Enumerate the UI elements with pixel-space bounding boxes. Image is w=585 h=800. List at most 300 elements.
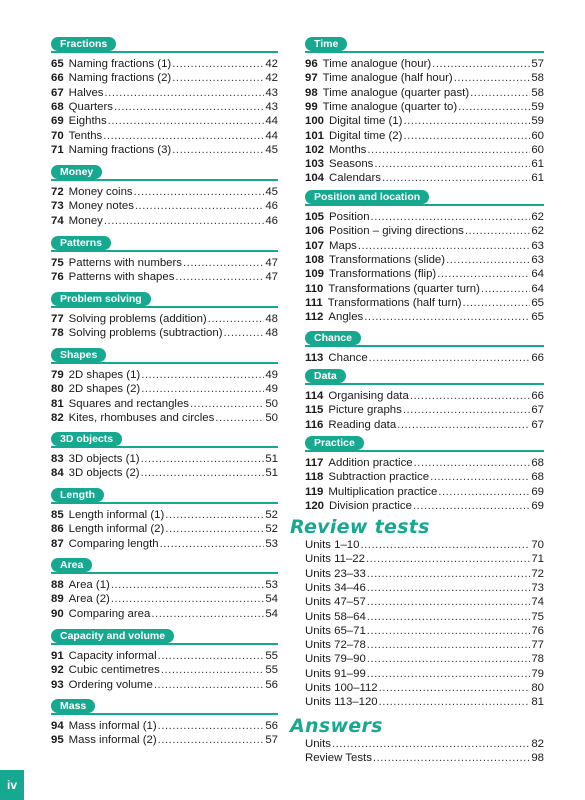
- entry-title: Quarters: [68, 100, 113, 113]
- dot-leader: [183, 256, 264, 270]
- section-heading: Position and location: [305, 190, 429, 204]
- dot-leader: [151, 607, 264, 621]
- page-number: 76: [531, 624, 544, 637]
- page-number: 42: [265, 58, 278, 70]
- unit-number: 84: [51, 467, 64, 480]
- dot-leader: [141, 466, 265, 480]
- dot-leader: [111, 592, 265, 606]
- page-number: 78: [531, 653, 544, 666]
- entry-title: Naming fractions (1): [68, 58, 172, 70]
- entry-title: Naming fractions (3): [68, 143, 172, 156]
- page-number: 67: [531, 404, 544, 417]
- unit-number: 91: [51, 650, 64, 662]
- entry-title: Patterns with shapes: [68, 271, 175, 284]
- toc-entry[interactable]: [51, 100, 278, 114]
- dot-leader: [332, 737, 530, 751]
- unit-number: 93: [51, 678, 64, 691]
- unit-number: 72: [51, 186, 64, 198]
- section-heading: Patterns: [51, 236, 111, 250]
- toc-entry[interactable]: [51, 326, 278, 340]
- section-rule: [51, 643, 278, 645]
- toc-entry[interactable]: [51, 256, 278, 270]
- section-heading: Money: [51, 165, 102, 179]
- toc-entry[interactable]: [305, 114, 544, 128]
- page-number: 75: [531, 610, 544, 623]
- toc-entry[interactable]: [305, 310, 544, 324]
- toc-entry[interactable]: [305, 681, 544, 695]
- page-number: 50: [265, 411, 278, 424]
- unit-number: 80: [51, 383, 64, 396]
- toc-entry[interactable]: [305, 485, 544, 499]
- dot-leader: [367, 143, 530, 157]
- toc-entry[interactable]: [305, 499, 544, 513]
- entry-title: Addition practice: [328, 457, 413, 469]
- dot-leader: [367, 638, 531, 652]
- section-heading: Mass: [51, 699, 95, 713]
- unit-number: 82: [51, 411, 64, 424]
- page-number: 74: [531, 596, 544, 609]
- page-number: 64: [531, 282, 544, 295]
- entry-title: Units 79–90: [305, 653, 366, 666]
- unit-number: 107: [305, 239, 325, 252]
- page-number: 65: [531, 296, 544, 309]
- answers-heading: Answers: [290, 715, 383, 737]
- page-number: 54: [265, 593, 278, 606]
- dot-leader: [358, 239, 530, 253]
- dot-leader: [410, 389, 531, 403]
- section-heading: Practice: [305, 436, 364, 450]
- section-rule: [305, 383, 544, 385]
- unit-number: 71: [51, 143, 64, 156]
- entry-title: Position – giving directions: [329, 225, 464, 238]
- entry-title: Review Tests: [305, 752, 372, 765]
- toc-entry[interactable]: [51, 270, 278, 284]
- toc-entry[interactable]: [51, 71, 278, 85]
- section-heading: Fractions: [51, 37, 116, 51]
- dot-leader: [364, 310, 530, 324]
- entry-title: Time analogue (hour): [322, 58, 432, 70]
- page-number: 58: [531, 72, 544, 85]
- dot-leader: [413, 499, 530, 513]
- toc-entry[interactable]: [305, 143, 544, 157]
- entry-title: Time analogue (half hour): [322, 72, 453, 85]
- page-number: 54: [265, 607, 278, 620]
- unit-number: 70: [51, 129, 64, 142]
- section-heading: Capacity and volume: [51, 629, 174, 643]
- page-number: 46: [265, 214, 278, 227]
- dot-leader: [134, 185, 265, 199]
- page-number: 50: [265, 397, 278, 410]
- entry-title: Units 100–112: [305, 682, 378, 694]
- section-heading: Shapes: [51, 348, 106, 362]
- toc-entry[interactable]: [305, 638, 544, 652]
- section-rule: [51, 502, 278, 504]
- page-number: 44: [265, 129, 278, 142]
- unit-number: 117: [305, 457, 324, 469]
- toc-entry[interactable]: [51, 382, 278, 396]
- unit-number: 79: [51, 369, 64, 381]
- dot-leader: [403, 403, 530, 417]
- page-number: 62: [531, 211, 544, 223]
- toc-entry[interactable]: [51, 508, 278, 522]
- entry-title: Units: [305, 738, 331, 750]
- entry-title: Multiplication practice: [328, 485, 438, 498]
- page-number: 61: [531, 158, 544, 171]
- unit-number: 100: [305, 115, 325, 128]
- dot-leader: [104, 214, 264, 228]
- page-number: 42: [265, 72, 278, 85]
- page-number: 72: [531, 567, 544, 580]
- dot-leader: [463, 296, 531, 310]
- toc-entry[interactable]: [51, 452, 278, 466]
- toc-entry[interactable]: [51, 592, 278, 606]
- page-number: 66: [531, 390, 544, 402]
- dot-leader: [190, 397, 264, 411]
- toc-entry[interactable]: [305, 210, 544, 224]
- entry-title: Digital time (1): [329, 115, 403, 128]
- entry-title: Division practice: [329, 499, 412, 512]
- dot-leader: [367, 624, 531, 638]
- unit-number: 87: [51, 537, 64, 550]
- toc-entry[interactable]: [305, 610, 544, 624]
- unit-number: 119: [305, 485, 324, 498]
- page-number: 82: [531, 738, 544, 750]
- toc-entry[interactable]: [305, 403, 544, 417]
- unit-number: 98: [305, 86, 318, 99]
- entry-title: Patterns with numbers: [68, 257, 182, 269]
- page-number: 77: [531, 639, 544, 652]
- entry-title: Capacity informal: [68, 650, 157, 662]
- section-heading: Chance: [305, 331, 361, 345]
- section-heading: Area: [51, 558, 92, 572]
- toc-entry[interactable]: [305, 581, 544, 595]
- page-number: 55: [265, 650, 278, 662]
- section-heading: Length: [51, 488, 104, 502]
- dot-leader: [367, 667, 531, 681]
- section-rule: [51, 713, 278, 715]
- dot-leader: [470, 86, 530, 100]
- page-number: 52: [265, 509, 278, 521]
- page-number: 53: [265, 579, 278, 591]
- unit-number: 112: [305, 311, 324, 324]
- entry-title: Units 23–33: [305, 567, 366, 580]
- toc-entry[interactable]: [305, 239, 544, 253]
- page-number: 73: [531, 581, 544, 594]
- section-rule: [51, 572, 278, 574]
- toc-entry[interactable]: [51, 411, 278, 425]
- dot-leader: [111, 578, 265, 592]
- toc-entry[interactable]: [51, 368, 278, 382]
- dot-leader: [430, 470, 530, 484]
- toc-entry[interactable]: [51, 578, 278, 592]
- unit-number: 83: [51, 453, 64, 465]
- toc-entry[interactable]: [51, 733, 278, 747]
- unit-number: 111: [305, 296, 323, 309]
- entry-title: Seasons: [329, 158, 374, 171]
- section-rule: [51, 51, 278, 53]
- toc-entry[interactable]: [51, 522, 278, 536]
- page-number: 79: [531, 667, 544, 680]
- dot-leader: [172, 143, 264, 157]
- page-number: 48: [265, 313, 278, 325]
- dot-leader: [366, 552, 530, 566]
- toc-entry[interactable]: [305, 652, 544, 666]
- unit-number: 105: [305, 211, 325, 223]
- unit-number: 94: [51, 720, 64, 732]
- toc-entry[interactable]: [305, 100, 544, 114]
- entry-title: 2D shapes (1): [68, 369, 141, 381]
- toc-entry[interactable]: [305, 129, 544, 143]
- unit-number: 76: [51, 271, 64, 284]
- entry-title: Money coins: [68, 186, 133, 198]
- page-number: 60: [531, 129, 544, 142]
- entry-title: Transformations (half turn): [327, 296, 462, 309]
- page-number: 69: [531, 485, 544, 498]
- dot-leader: [414, 456, 531, 470]
- toc-entry[interactable]: [51, 312, 278, 326]
- page-number: 59: [531, 100, 544, 113]
- toc-entry[interactable]: [51, 86, 278, 100]
- unit-number: 103: [305, 158, 325, 171]
- entry-title: 2D shapes (2): [68, 383, 141, 396]
- page-number: 98: [531, 752, 544, 765]
- entry-title: Units 1–10: [305, 539, 360, 551]
- entry-title: Units 58–64: [305, 610, 366, 623]
- dot-leader: [403, 129, 530, 143]
- entry-title: Units 11–22: [305, 553, 365, 566]
- page-number: 57: [531, 58, 544, 70]
- unit-number: 104: [305, 172, 325, 185]
- dot-leader: [105, 86, 265, 100]
- page-number: 70: [531, 539, 544, 551]
- unit-number: 65: [51, 58, 64, 70]
- page-number: 49: [265, 383, 278, 396]
- dot-leader: [379, 695, 531, 709]
- entry-title: Months: [329, 143, 367, 156]
- entry-title: Time analogue (quarter past): [322, 86, 470, 99]
- toc-entry[interactable]: [51, 143, 278, 157]
- dot-leader: [108, 114, 265, 128]
- toc-entry[interactable]: [305, 470, 544, 484]
- toc-entry[interactable]: [305, 624, 544, 638]
- unit-number: 106: [305, 225, 325, 238]
- unit-number: 109: [305, 268, 325, 281]
- toc-entry[interactable]: [51, 719, 278, 733]
- page-number: 45: [265, 143, 278, 156]
- dot-leader: [397, 418, 530, 432]
- toc-entry[interactable]: [305, 351, 544, 365]
- toc-entry[interactable]: [305, 552, 544, 566]
- dot-leader: [158, 649, 265, 663]
- dot-leader: [175, 270, 264, 284]
- entry-title: Units 113–120: [305, 696, 378, 709]
- page-number: 62: [531, 225, 544, 238]
- section-heading: 3D objects: [51, 432, 122, 446]
- entry-title: Mass informal (1): [68, 720, 157, 732]
- dot-leader: [224, 326, 265, 340]
- toc-entry[interactable]: [305, 171, 544, 185]
- entry-title: Position: [329, 211, 370, 223]
- dot-leader: [172, 57, 264, 71]
- toc-entry[interactable]: [305, 253, 544, 267]
- toc-entry[interactable]: [305, 282, 544, 296]
- page-number: 43: [265, 100, 278, 113]
- unit-number: 113: [305, 352, 324, 364]
- dot-leader: [465, 224, 530, 238]
- page-number: 51: [265, 467, 278, 480]
- entry-title: Calendars: [329, 172, 381, 185]
- dot-leader: [367, 652, 531, 666]
- entry-title: Solving problems (subtraction): [68, 327, 223, 340]
- page-number: 53: [265, 537, 278, 550]
- section-heading: Data: [305, 369, 346, 383]
- page-number-badge: iv: [0, 770, 24, 800]
- toc-entry[interactable]: [305, 567, 544, 581]
- entry-title: Squares and rectangles: [68, 397, 189, 410]
- page-number: 45: [265, 186, 278, 198]
- toc-entry[interactable]: [305, 86, 544, 100]
- unit-number: 89: [51, 593, 64, 606]
- page-number: 43: [265, 86, 278, 99]
- toc-entry[interactable]: [305, 267, 544, 281]
- unit-number: 88: [51, 579, 64, 591]
- unit-number: 114: [305, 390, 324, 402]
- page-number: 67: [531, 418, 544, 431]
- entry-title: Units 72–78: [305, 639, 366, 652]
- entry-title: Naming fractions (2): [68, 72, 172, 85]
- dot-leader: [374, 157, 530, 171]
- unit-number: 120: [305, 499, 325, 512]
- unit-number: 115: [305, 404, 324, 417]
- entry-title: Picture graphs: [328, 404, 402, 417]
- dot-leader: [165, 508, 264, 522]
- unit-number: 86: [51, 523, 64, 536]
- toc-entry[interactable]: [305, 737, 544, 751]
- dot-leader: [141, 368, 264, 382]
- dot-leader: [208, 312, 265, 326]
- unit-number: 92: [51, 664, 64, 677]
- entry-title: Subtraction practice: [328, 471, 430, 484]
- unit-number: 101: [305, 129, 325, 142]
- entry-title: Transformations (slide): [329, 253, 446, 266]
- page-number: 65: [531, 311, 544, 324]
- toc-entry[interactable]: [51, 129, 278, 143]
- entry-title: Units 91–99: [305, 667, 366, 680]
- entry-title: Comparing length: [68, 537, 159, 550]
- toc-entry[interactable]: [305, 157, 544, 171]
- page-number: 56: [265, 720, 278, 732]
- dot-leader: [215, 411, 264, 425]
- page-number: 71: [531, 553, 544, 566]
- toc-entry[interactable]: [305, 389, 544, 403]
- entry-title: Halves: [68, 86, 104, 99]
- toc-entry[interactable]: [305, 751, 544, 765]
- dot-leader: [154, 678, 264, 692]
- page-number: 59: [531, 115, 544, 128]
- section-rule: [51, 446, 278, 448]
- page-number: 68: [531, 471, 544, 484]
- page-number: 61: [531, 172, 544, 185]
- unit-number: 75: [51, 257, 64, 269]
- toc-entry[interactable]: [51, 57, 278, 71]
- dot-leader: [114, 100, 264, 114]
- dot-leader: [165, 522, 264, 536]
- toc-entry[interactable]: [51, 678, 278, 692]
- toc-entry[interactable]: [305, 418, 544, 432]
- toc-entry[interactable]: [305, 538, 544, 552]
- page-number: 56: [265, 678, 278, 691]
- page-number: 51: [265, 453, 278, 465]
- entry-title: 3D objects (1): [68, 453, 140, 465]
- dot-leader: [158, 719, 265, 733]
- toc-entry[interactable]: [51, 537, 278, 551]
- page-number: 80: [531, 682, 544, 694]
- toc-entry[interactable]: [51, 214, 278, 228]
- entry-title: Transformations (quarter turn): [328, 282, 480, 295]
- unit-number: 77: [51, 313, 64, 325]
- toc-entry[interactable]: [51, 199, 278, 213]
- dot-leader: [367, 595, 531, 609]
- unit-number: 99: [305, 100, 318, 113]
- toc-entry[interactable]: [51, 649, 278, 663]
- entry-title: Kites, rhombuses and circles: [68, 411, 215, 424]
- section-rule: [305, 450, 544, 452]
- unit-number: 74: [51, 214, 64, 227]
- dot-leader: [135, 199, 264, 213]
- page-number: 47: [265, 257, 278, 269]
- dot-leader: [367, 567, 531, 581]
- page-number: 44: [265, 115, 278, 128]
- entry-title: Money: [68, 214, 103, 227]
- toc-entry[interactable]: [51, 185, 278, 199]
- page-number: 57: [265, 734, 278, 747]
- dot-leader: [367, 610, 531, 624]
- toc-entry[interactable]: [51, 663, 278, 677]
- toc-entry[interactable]: [305, 695, 544, 709]
- toc-entry[interactable]: [305, 667, 544, 681]
- entry-title: Digital time (2): [329, 129, 403, 142]
- unit-number: 118: [305, 471, 324, 484]
- unit-number: 81: [51, 397, 64, 410]
- toc-entry[interactable]: [305, 71, 544, 85]
- toc-entry[interactable]: [51, 397, 278, 411]
- entry-title: Money notes: [68, 200, 134, 213]
- toc-entry[interactable]: [51, 466, 278, 480]
- entry-title: Units 47–57: [305, 596, 366, 609]
- toc-entry[interactable]: [51, 607, 278, 621]
- unit-number: 116: [305, 418, 324, 431]
- dot-leader: [432, 57, 530, 71]
- dot-leader: [103, 129, 264, 143]
- dot-leader: [454, 71, 531, 85]
- page-number: 60: [531, 143, 544, 156]
- dot-leader: [437, 267, 530, 281]
- toc-entry[interactable]: [305, 224, 544, 238]
- toc-entry[interactable]: [305, 595, 544, 609]
- dot-leader: [403, 114, 530, 128]
- toc-entry[interactable]: [305, 456, 544, 470]
- entry-title: Maps: [329, 239, 357, 252]
- section-rule: [305, 204, 544, 206]
- dot-leader: [481, 282, 530, 296]
- toc-entry[interactable]: [305, 296, 544, 310]
- section-heading: Problem solving: [51, 292, 151, 306]
- toc-entry[interactable]: [51, 114, 278, 128]
- entry-title: Mass informal (2): [68, 734, 157, 747]
- toc-entry[interactable]: [305, 57, 544, 71]
- unit-number: 69: [51, 115, 64, 128]
- dot-leader: [141, 452, 265, 466]
